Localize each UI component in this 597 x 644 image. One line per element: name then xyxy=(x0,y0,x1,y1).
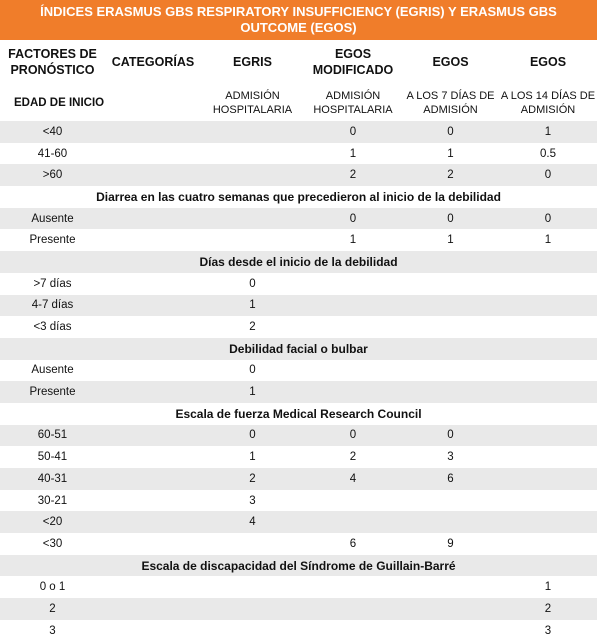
egris-cell: 0 xyxy=(201,360,304,382)
egos-modificado-cell: 2 xyxy=(304,446,402,468)
egos-modificado-cell xyxy=(304,273,402,295)
egos-7-cell: 1 xyxy=(402,143,499,165)
egos-modificado-cell xyxy=(304,360,402,382)
subheader-egris: ADMISIÓN HOSPITALARIA xyxy=(201,84,304,121)
section-title: Escala de fuerza Medical Research Council xyxy=(0,403,597,425)
egos-modificado-cell: 4 xyxy=(304,468,402,490)
egos-7-cell: 1 xyxy=(402,229,499,251)
egos-14-cell xyxy=(499,381,597,403)
empty-cell xyxy=(105,446,201,468)
table-row xyxy=(0,446,597,468)
empty-cell xyxy=(105,164,201,186)
egos-modificado-cell xyxy=(304,620,402,642)
row-label: 60-51 xyxy=(0,425,105,447)
egos-7-cell xyxy=(402,295,499,317)
row-label: 0 o 1 xyxy=(0,576,105,598)
row-label: <3 días xyxy=(0,316,105,338)
egos-modificado-cell: 0 xyxy=(304,208,402,230)
egos-7-cell: 3 xyxy=(402,446,499,468)
egos-7-cell: 0 xyxy=(402,208,499,230)
egris-cell: 1 xyxy=(201,381,304,403)
egris-cell: 3 xyxy=(201,490,304,512)
egos-7-cell xyxy=(402,598,499,620)
egos-7-cell xyxy=(402,360,499,382)
row-label: <40 xyxy=(0,121,105,143)
section-title: Debilidad facial o bulbar xyxy=(0,338,597,360)
table-row xyxy=(0,576,597,598)
egris-cell xyxy=(201,164,304,186)
egos-modificado-cell xyxy=(304,316,402,338)
subheader-egos-modificado: ADMISIÓN HOSPITALARIA xyxy=(304,84,402,121)
empty-cell xyxy=(105,511,201,533)
egos-7-cell xyxy=(402,620,499,642)
row-label: >60 xyxy=(0,164,105,186)
egris-cell: 1 xyxy=(201,446,304,468)
egos-modificado-cell: 0 xyxy=(304,425,402,447)
egris-cell xyxy=(201,121,304,143)
section-title-row-diarrea xyxy=(0,186,597,208)
egris-cell xyxy=(201,533,304,555)
egos-14-cell: 0.5 xyxy=(499,143,597,165)
empty-cell xyxy=(105,576,201,598)
egris-cell: 4 xyxy=(201,511,304,533)
egris-cell xyxy=(201,143,304,165)
egos-7-cell: 2 xyxy=(402,164,499,186)
empty-cell xyxy=(105,425,201,447)
table-row xyxy=(0,598,597,620)
egos-14-cell xyxy=(499,360,597,382)
egos-modificado-cell xyxy=(304,381,402,403)
egos-14-cell: 0 xyxy=(499,208,597,230)
row-label: 2 xyxy=(0,598,105,620)
row-label: <20 xyxy=(0,511,105,533)
table-row xyxy=(0,468,597,490)
subheader-row xyxy=(0,84,597,121)
egris-cell: 2 xyxy=(201,468,304,490)
egos-14-cell: 1 xyxy=(499,576,597,598)
row-label: 30-21 xyxy=(0,490,105,512)
empty-cell xyxy=(105,533,201,555)
egos-modificado-cell: 0 xyxy=(304,121,402,143)
table-body xyxy=(0,40,597,642)
header-egos-14: EGOS xyxy=(499,40,597,84)
egos-7-cell: 6 xyxy=(402,468,499,490)
egos-14-cell xyxy=(499,511,597,533)
egos-7-cell xyxy=(402,273,499,295)
row-label: 4-7 días xyxy=(0,295,105,317)
subheader-egos-7: A LOS 7 DÍAS DE ADMISIÓN xyxy=(402,84,499,121)
empty-cell xyxy=(105,598,201,620)
egos-14-cell xyxy=(499,446,597,468)
egos-14-cell xyxy=(499,273,597,295)
table-row xyxy=(0,121,597,143)
egos-14-cell: 0 xyxy=(499,164,597,186)
header-egris: EGRIS xyxy=(201,40,304,84)
empty-cell xyxy=(105,490,201,512)
subheader-egos-14: A LOS 14 DÍAS DE ADMISIÓN xyxy=(499,84,597,121)
empty-cell xyxy=(105,208,201,230)
section-title-row-dias xyxy=(0,251,597,273)
egris-cell: 0 xyxy=(201,425,304,447)
row-label: 40-31 xyxy=(0,468,105,490)
egos-14-cell xyxy=(499,468,597,490)
row-label: >7 días xyxy=(0,273,105,295)
table-row xyxy=(0,490,597,512)
egos-7-cell xyxy=(402,576,499,598)
subheader-edad: EDAD DE INICIO xyxy=(0,84,201,121)
egris-cell xyxy=(201,229,304,251)
header-egos-7: EGOS xyxy=(402,40,499,84)
egris-cell xyxy=(201,208,304,230)
egris-cell: 1 xyxy=(201,295,304,317)
empty-cell xyxy=(105,381,201,403)
header-factores: FACTORES DE PRONÓSTICO xyxy=(0,40,105,84)
egris-cell xyxy=(201,620,304,642)
egos-14-cell: 2 xyxy=(499,598,597,620)
egos-14-cell xyxy=(499,533,597,555)
table-row xyxy=(0,208,597,230)
egos-modificado-cell: 6 xyxy=(304,533,402,555)
table-row xyxy=(0,425,597,447)
header-categorias: CATEGORÍAS xyxy=(105,40,201,84)
egos-7-cell: 0 xyxy=(402,425,499,447)
row-label: 3 xyxy=(0,620,105,642)
empty-cell xyxy=(105,620,201,642)
egos-14-cell xyxy=(499,316,597,338)
empty-cell xyxy=(105,273,201,295)
egos-14-cell: 1 xyxy=(499,121,597,143)
egos-modificado-cell xyxy=(304,576,402,598)
table-row xyxy=(0,511,597,533)
table-row xyxy=(0,316,597,338)
empty-cell xyxy=(105,229,201,251)
row-label: <30 xyxy=(0,533,105,555)
section-title-row-facial xyxy=(0,338,597,360)
egos-7-cell xyxy=(402,490,499,512)
egris-cell xyxy=(201,576,304,598)
header-row xyxy=(0,40,597,84)
section-title-row-discapacidad xyxy=(0,555,597,577)
egos-14-cell: 1 xyxy=(499,229,597,251)
table-row xyxy=(0,164,597,186)
egos-7-cell: 9 xyxy=(402,533,499,555)
table-row xyxy=(0,295,597,317)
egos-modificado-cell xyxy=(304,490,402,512)
egos-7-cell xyxy=(402,316,499,338)
row-label: Presente xyxy=(0,229,105,251)
table-row xyxy=(0,533,597,555)
egos-modificado-cell: 1 xyxy=(304,143,402,165)
row-label: Presente xyxy=(0,381,105,403)
egris-cell: 2 xyxy=(201,316,304,338)
table-row xyxy=(0,143,597,165)
row-label: Ausente xyxy=(0,208,105,230)
row-label: 50-41 xyxy=(0,446,105,468)
egos-14-cell xyxy=(499,295,597,317)
scores-table xyxy=(0,40,597,642)
empty-cell xyxy=(105,468,201,490)
section-title: Diarrea en las cuatro semanas que precedieron al inicio de la debilidad xyxy=(0,186,597,208)
empty-cell xyxy=(105,143,201,165)
header-egos-modificado: EGOS MODIFICADO xyxy=(304,40,402,84)
section-title: Escala de discapacidad del Síndrome de Guillain-Barré xyxy=(0,555,597,577)
egris-cell: 0 xyxy=(201,273,304,295)
empty-cell xyxy=(105,360,201,382)
section-title: Días desde el inicio de la debilidad xyxy=(0,251,597,273)
section-title-row-fuerza xyxy=(0,403,597,425)
egos-modificado-cell: 1 xyxy=(304,229,402,251)
empty-cell xyxy=(105,316,201,338)
egos-14-cell xyxy=(499,425,597,447)
egos-14-cell: 3 xyxy=(499,620,597,642)
egos-7-cell xyxy=(402,381,499,403)
empty-cell xyxy=(105,121,201,143)
egos-7-cell: 0 xyxy=(402,121,499,143)
table-row xyxy=(0,381,597,403)
egos-modificado-cell: 2 xyxy=(304,164,402,186)
table-row xyxy=(0,360,597,382)
egos-modificado-cell xyxy=(304,511,402,533)
empty-cell xyxy=(105,295,201,317)
table-title: ÍNDICES ERASMUS GBS RESPIRATORY INSUFFICIENCY (EGRIS) Y ERASMUS GBS OUTCOME (EGOS) xyxy=(0,0,597,40)
egos-7-cell xyxy=(402,511,499,533)
egos-modificado-cell xyxy=(304,598,402,620)
table-row xyxy=(0,229,597,251)
egos-14-cell xyxy=(499,490,597,512)
table-row xyxy=(0,620,597,642)
egos-modificado-cell xyxy=(304,295,402,317)
table-row xyxy=(0,273,597,295)
row-label: Ausente xyxy=(0,360,105,382)
egris-cell xyxy=(201,598,304,620)
row-label: 41-60 xyxy=(0,143,105,165)
